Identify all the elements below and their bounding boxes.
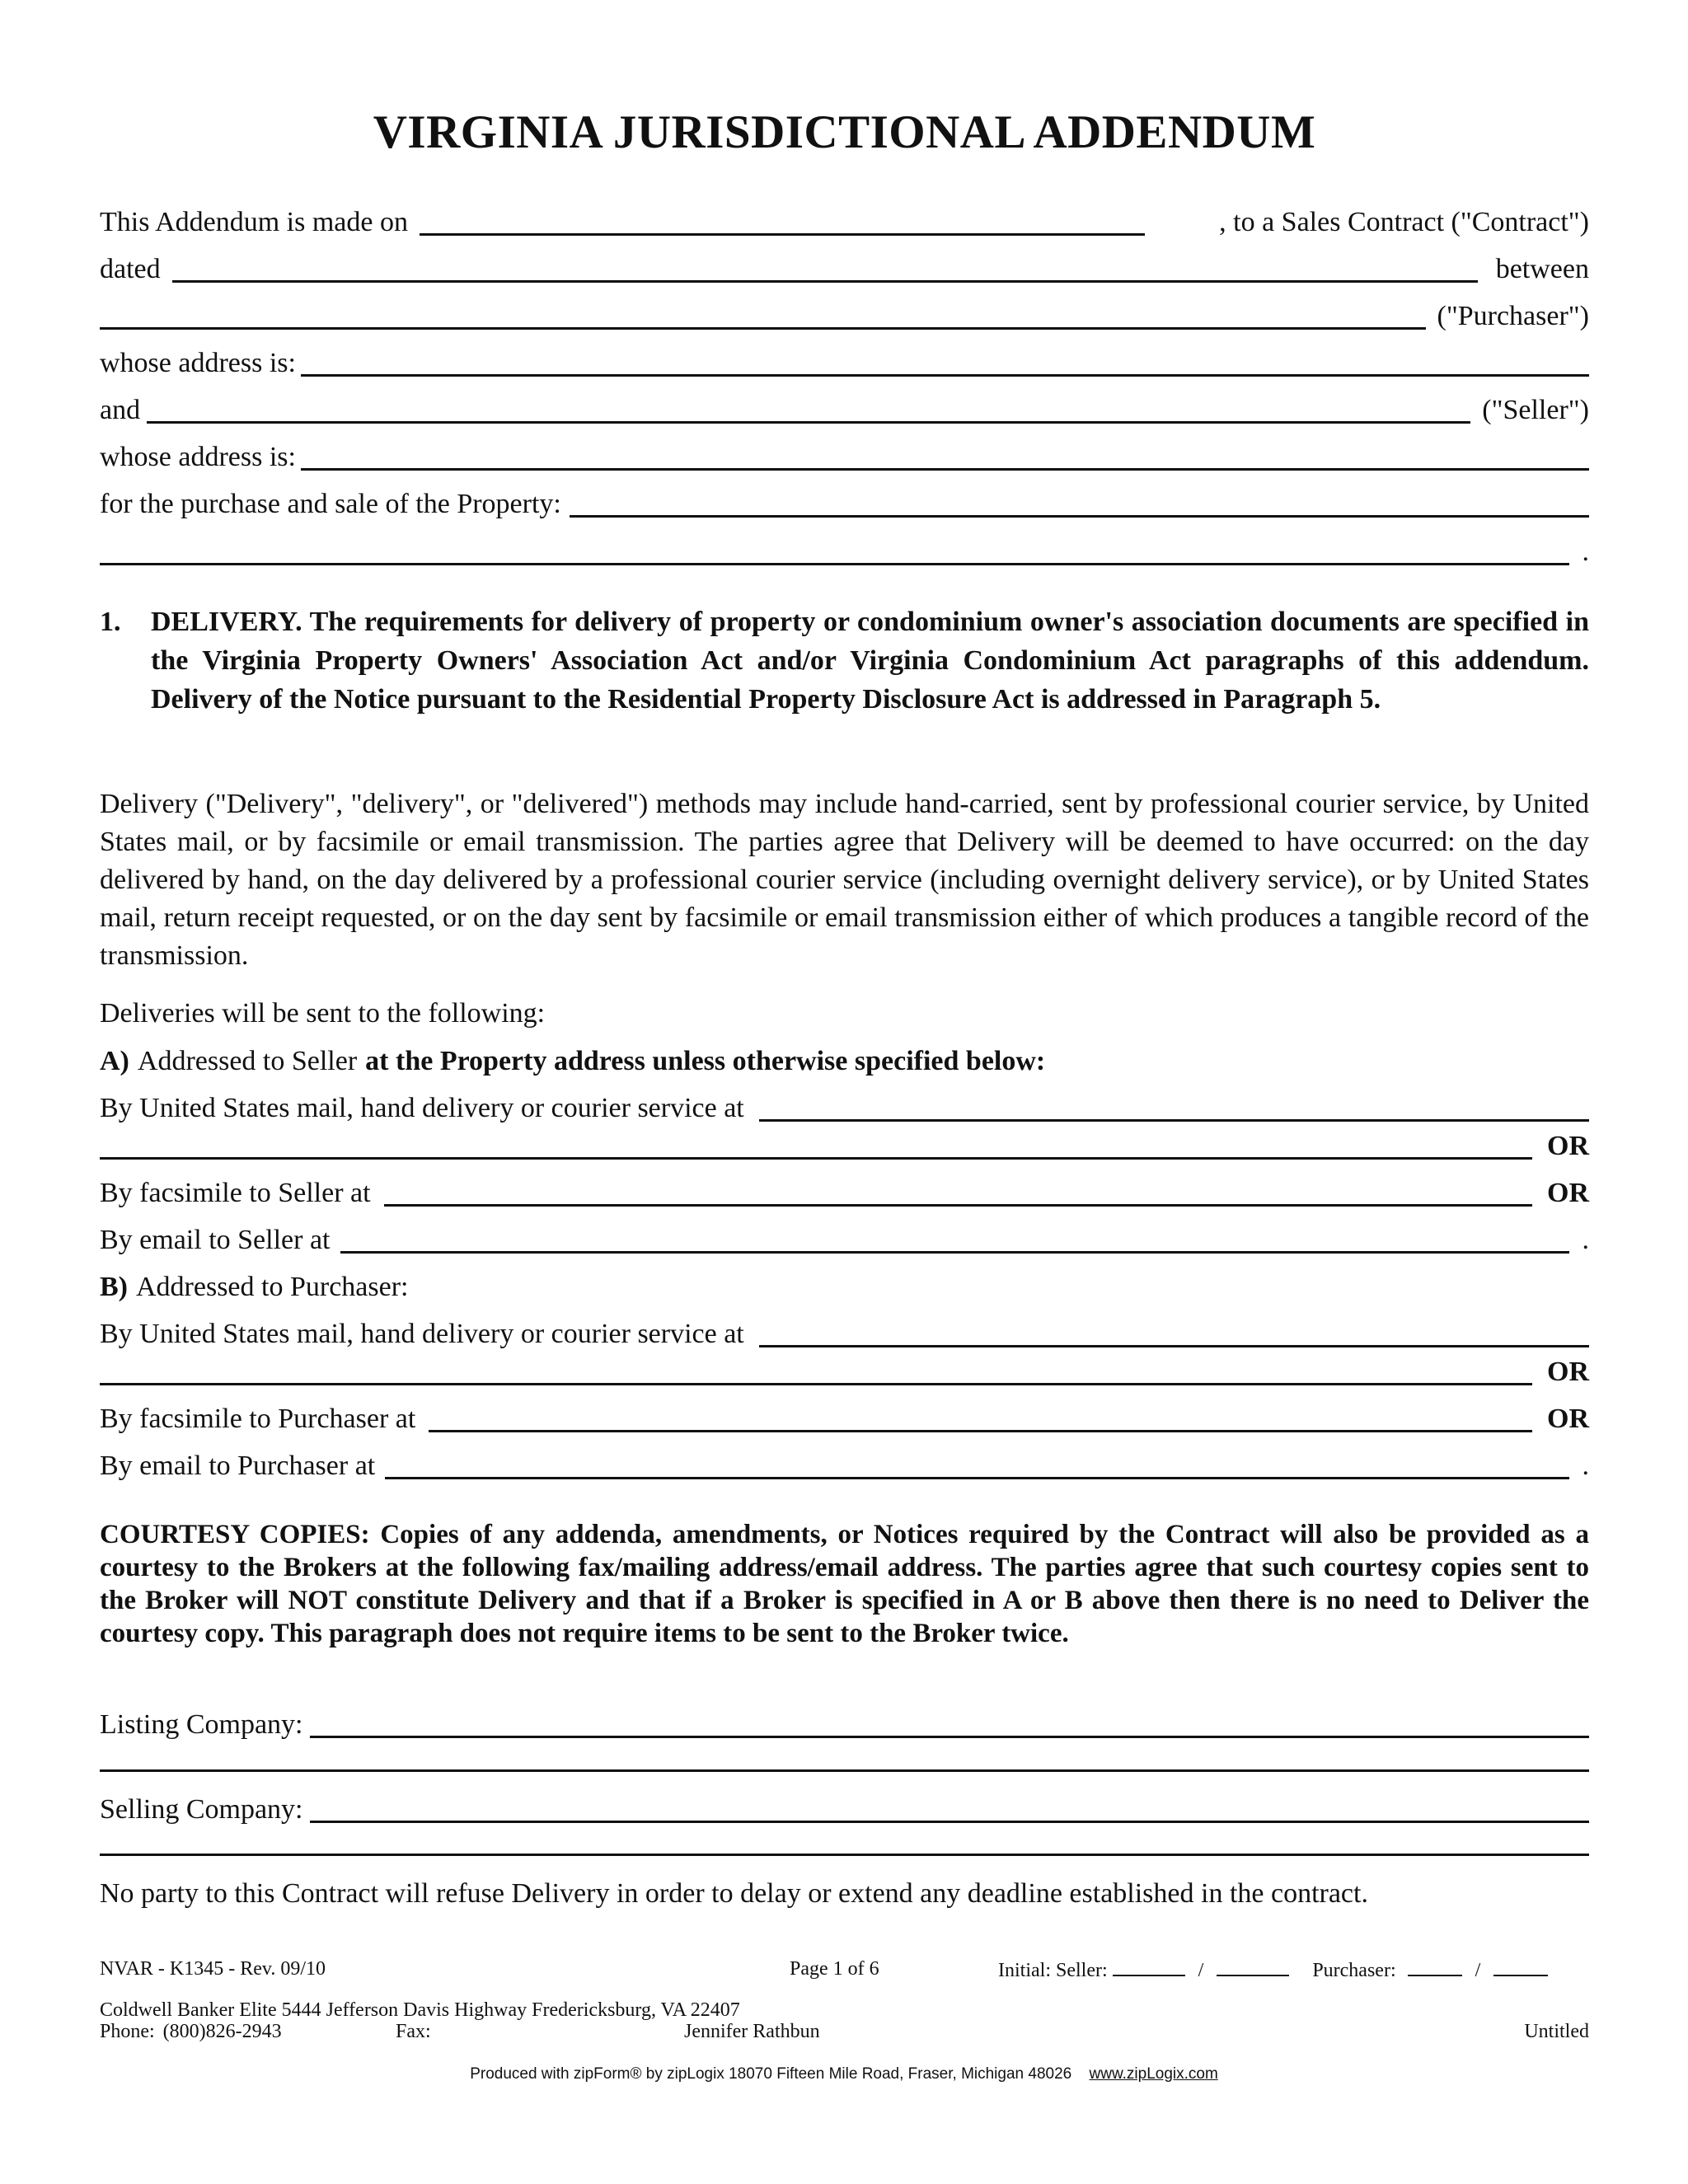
purchaser-email-period: . [1582, 1451, 1589, 1481]
dated-row [100, 253, 1589, 286]
purchaser-mail-or: OR [1547, 1357, 1589, 1387]
listing-company-row-2 [100, 1745, 1589, 1775]
contract-date-field[interactable] [172, 255, 1478, 283]
deliveries-intro: Deliveries will be sent to the following: [100, 998, 546, 1029]
selling-company-row-2 [100, 1829, 1589, 1859]
seller-heading-row [100, 1045, 1589, 1078]
purchaser-mail-row [100, 1318, 1589, 1351]
made-on-row [100, 206, 1589, 239]
office-address: Coldwell Banker Elite 5444 Jefferson Davis Highway Fredericksburg, VA 22407 [100, 1999, 740, 2021]
made-on-label: This Addendum is made on [100, 207, 408, 237]
no-refuse-text: No party to this Contract will refuse Delivery in order to delay or extend any deadline established in the contract. [100, 1878, 1368, 1909]
purchaser-address-row [100, 347, 1589, 380]
seller-label: ("Seller") [1482, 395, 1589, 425]
no-refuse-row [100, 1877, 1589, 1910]
seller-row [100, 394, 1589, 427]
seller-heading-bold: at the Property address unless otherwise specified below: [365, 1046, 1046, 1076]
seller-heading-label: Addressed to Seller [137, 1046, 358, 1076]
seller-initial-1-field[interactable] [1113, 1958, 1185, 1976]
produced-by-line [0, 2065, 1688, 2083]
between-label: between [1495, 254, 1589, 284]
phone-number: (800)826-2943 [162, 2021, 282, 2042]
seller-initial-2-field[interactable] [1217, 1958, 1289, 1976]
seller-fax-field[interactable] [384, 1179, 1532, 1207]
purchaser-mail-field-2[interactable] [100, 1358, 1532, 1385]
seller-email-period: . [1582, 1225, 1589, 1255]
seller-mail-row [100, 1092, 1589, 1125]
seller-email-row [100, 1224, 1589, 1257]
purchaser-fax-row [100, 1403, 1589, 1436]
initials-row [998, 1958, 1548, 1982]
seller-email-label: By email to Seller at [100, 1225, 331, 1255]
seller-mail-field-2[interactable] [100, 1132, 1532, 1160]
section-1-text: DELIVERY. The requirements for delivery of property or condominium owner's association documents are specified in the Virginia Property Owners' Association Act and/or Virginia Condominium Act paragraphs of this addendum. Delivery of the Notice pursuant to the Residential Property Disclosure Act is addressed in Paragraph 5. [151, 607, 1589, 715]
seller-address-field[interactable] [301, 443, 1589, 471]
contract-label: , to a Sales Contract ("Contract") [1219, 207, 1589, 237]
purchaser-row [100, 300, 1589, 333]
page-number: Page 1 of 6 [790, 1958, 879, 1980]
listing-company-row [100, 1708, 1589, 1741]
purchaser-address-label: whose address is: [100, 348, 296, 378]
phone-label: Phone: [100, 2021, 155, 2042]
produced-by-text: Produced with zipForm® by zipLogix 18070 Fifteen Mile Road, Fraser, Michigan 48026 [470, 2065, 1072, 2083]
seller-address-label: whose address is: [100, 442, 296, 472]
section-1-delivery [100, 602, 1589, 719]
dated-label: dated [100, 254, 161, 284]
and-label: and [100, 395, 141, 425]
purchaser-email-label: By email to Purchaser at [100, 1451, 376, 1481]
seller-fax-row [100, 1177, 1589, 1210]
deliveries-intro-row [100, 997, 1589, 1030]
delivery-paragraph: Delivery ("Delivery", "delivery", or "delivered") methods may include hand-carried, sent by professional courier service, by United States mail, or by facsimile or email transmission. The parties agree that Delivery will be deemed to have occurred: on the day delivered by hand, on the day delivered by a professional courier service (including overnight delivery service), or by United States mail, return receipt requested, or on the day sent by facsimile or email transmission either of which produces a tangible record of the transmission. [100, 789, 1589, 971]
seller-mail-or: OR [1547, 1131, 1589, 1161]
selling-company-label: Selling Company: [100, 1794, 303, 1825]
purchaser-initial-2-field[interactable] [1493, 1958, 1548, 1976]
seller-initial-slash: / [1198, 1960, 1204, 1981]
property-period: . [1582, 537, 1589, 567]
selling-company-row [100, 1793, 1589, 1826]
seller-name-field[interactable] [147, 396, 1470, 424]
listing-company-field-2[interactable] [100, 1745, 1589, 1772]
purchaser-email-field[interactable] [385, 1452, 1568, 1479]
purchaser-mail-row-2 [100, 1356, 1589, 1389]
seller-fax-label: By facsimile to Seller at [100, 1178, 371, 1208]
seller-fax-or: OR [1547, 1178, 1589, 1208]
document-name: Untitled [1524, 2021, 1589, 2042]
ziplogix-link[interactable]: www.zipLogix.com [1089, 2065, 1218, 2083]
seller-email-field[interactable] [340, 1226, 1569, 1254]
property-row [100, 488, 1589, 521]
selling-company-field[interactable] [310, 1796, 1590, 1823]
form-id: NVAR - K1345 - Rev. 09/10 [100, 1958, 326, 1980]
purchaser-name-field[interactable] [100, 302, 1426, 330]
property-field-2[interactable] [100, 538, 1569, 565]
listing-company-field[interactable] [310, 1711, 1590, 1738]
purchaser-initial-slash: / [1475, 1960, 1481, 1981]
purchaser-letter: B) [100, 1272, 128, 1302]
initial-purchaser-label: Purchaser: [1312, 1960, 1396, 1981]
courtesy-copies-paragraph: COURTESY COPIES: Copies of any addenda, amendments, or Notices required by the Contract will also be provided as a courtesy to the Brokers at the following fax/mailing address/email address. The parties agree that such courtesy copies sent to the Broker will NOT constitute Delivery and that if a Broker is specified in A or B above then there is no need to Deliver the courtesy copy. This paragraph does not require items to be sent to the Broker twice. [100, 1520, 1589, 1648]
purchaser-mail-label: By United States mail, hand delivery or courier service at [100, 1319, 744, 1349]
purchaser-fax-or: OR [1547, 1404, 1589, 1434]
purchaser-initial-1-field[interactable] [1408, 1958, 1462, 1976]
purchaser-label: ("Purchaser") [1437, 301, 1589, 331]
fax-label: Fax: [396, 2021, 431, 2042]
selling-company-field-2[interactable] [100, 1829, 1589, 1856]
seller-mail-row-2 [100, 1130, 1589, 1163]
purchaser-email-row [100, 1450, 1589, 1483]
seller-address-row [100, 441, 1589, 474]
section-1-number: 1. [100, 607, 121, 637]
seller-mail-field[interactable] [759, 1094, 1589, 1122]
initial-seller-label: Initial: Seller: [998, 1960, 1108, 1981]
seller-mail-label: By United States mail, hand delivery or courier service at [100, 1093, 744, 1123]
purchaser-mail-field[interactable] [759, 1320, 1589, 1347]
purchaser-address-field[interactable] [301, 349, 1589, 377]
purchaser-fax-field[interactable] [429, 1405, 1532, 1432]
purchaser-heading-label: Addressed to Purchaser: [136, 1272, 409, 1302]
purchaser-fax-label: By facsimile to Purchaser at [100, 1404, 416, 1434]
seller-letter: A) [100, 1046, 129, 1076]
phone-block [100, 2021, 282, 2043]
listing-company-label: Listing Company: [100, 1709, 303, 1740]
document-title: VIRGINIA JURISDICTIONAL ADDENDUM [373, 106, 1316, 158]
purchaser-heading-row [100, 1271, 1589, 1304]
property-row-2 [100, 536, 1589, 569]
property-field[interactable] [570, 490, 1589, 518]
made-on-date-field[interactable] [420, 209, 1145, 236]
agent-name: Jennifer Rathbun [684, 2021, 820, 2042]
property-label: for the purchase and sale of the Property: [100, 489, 561, 519]
